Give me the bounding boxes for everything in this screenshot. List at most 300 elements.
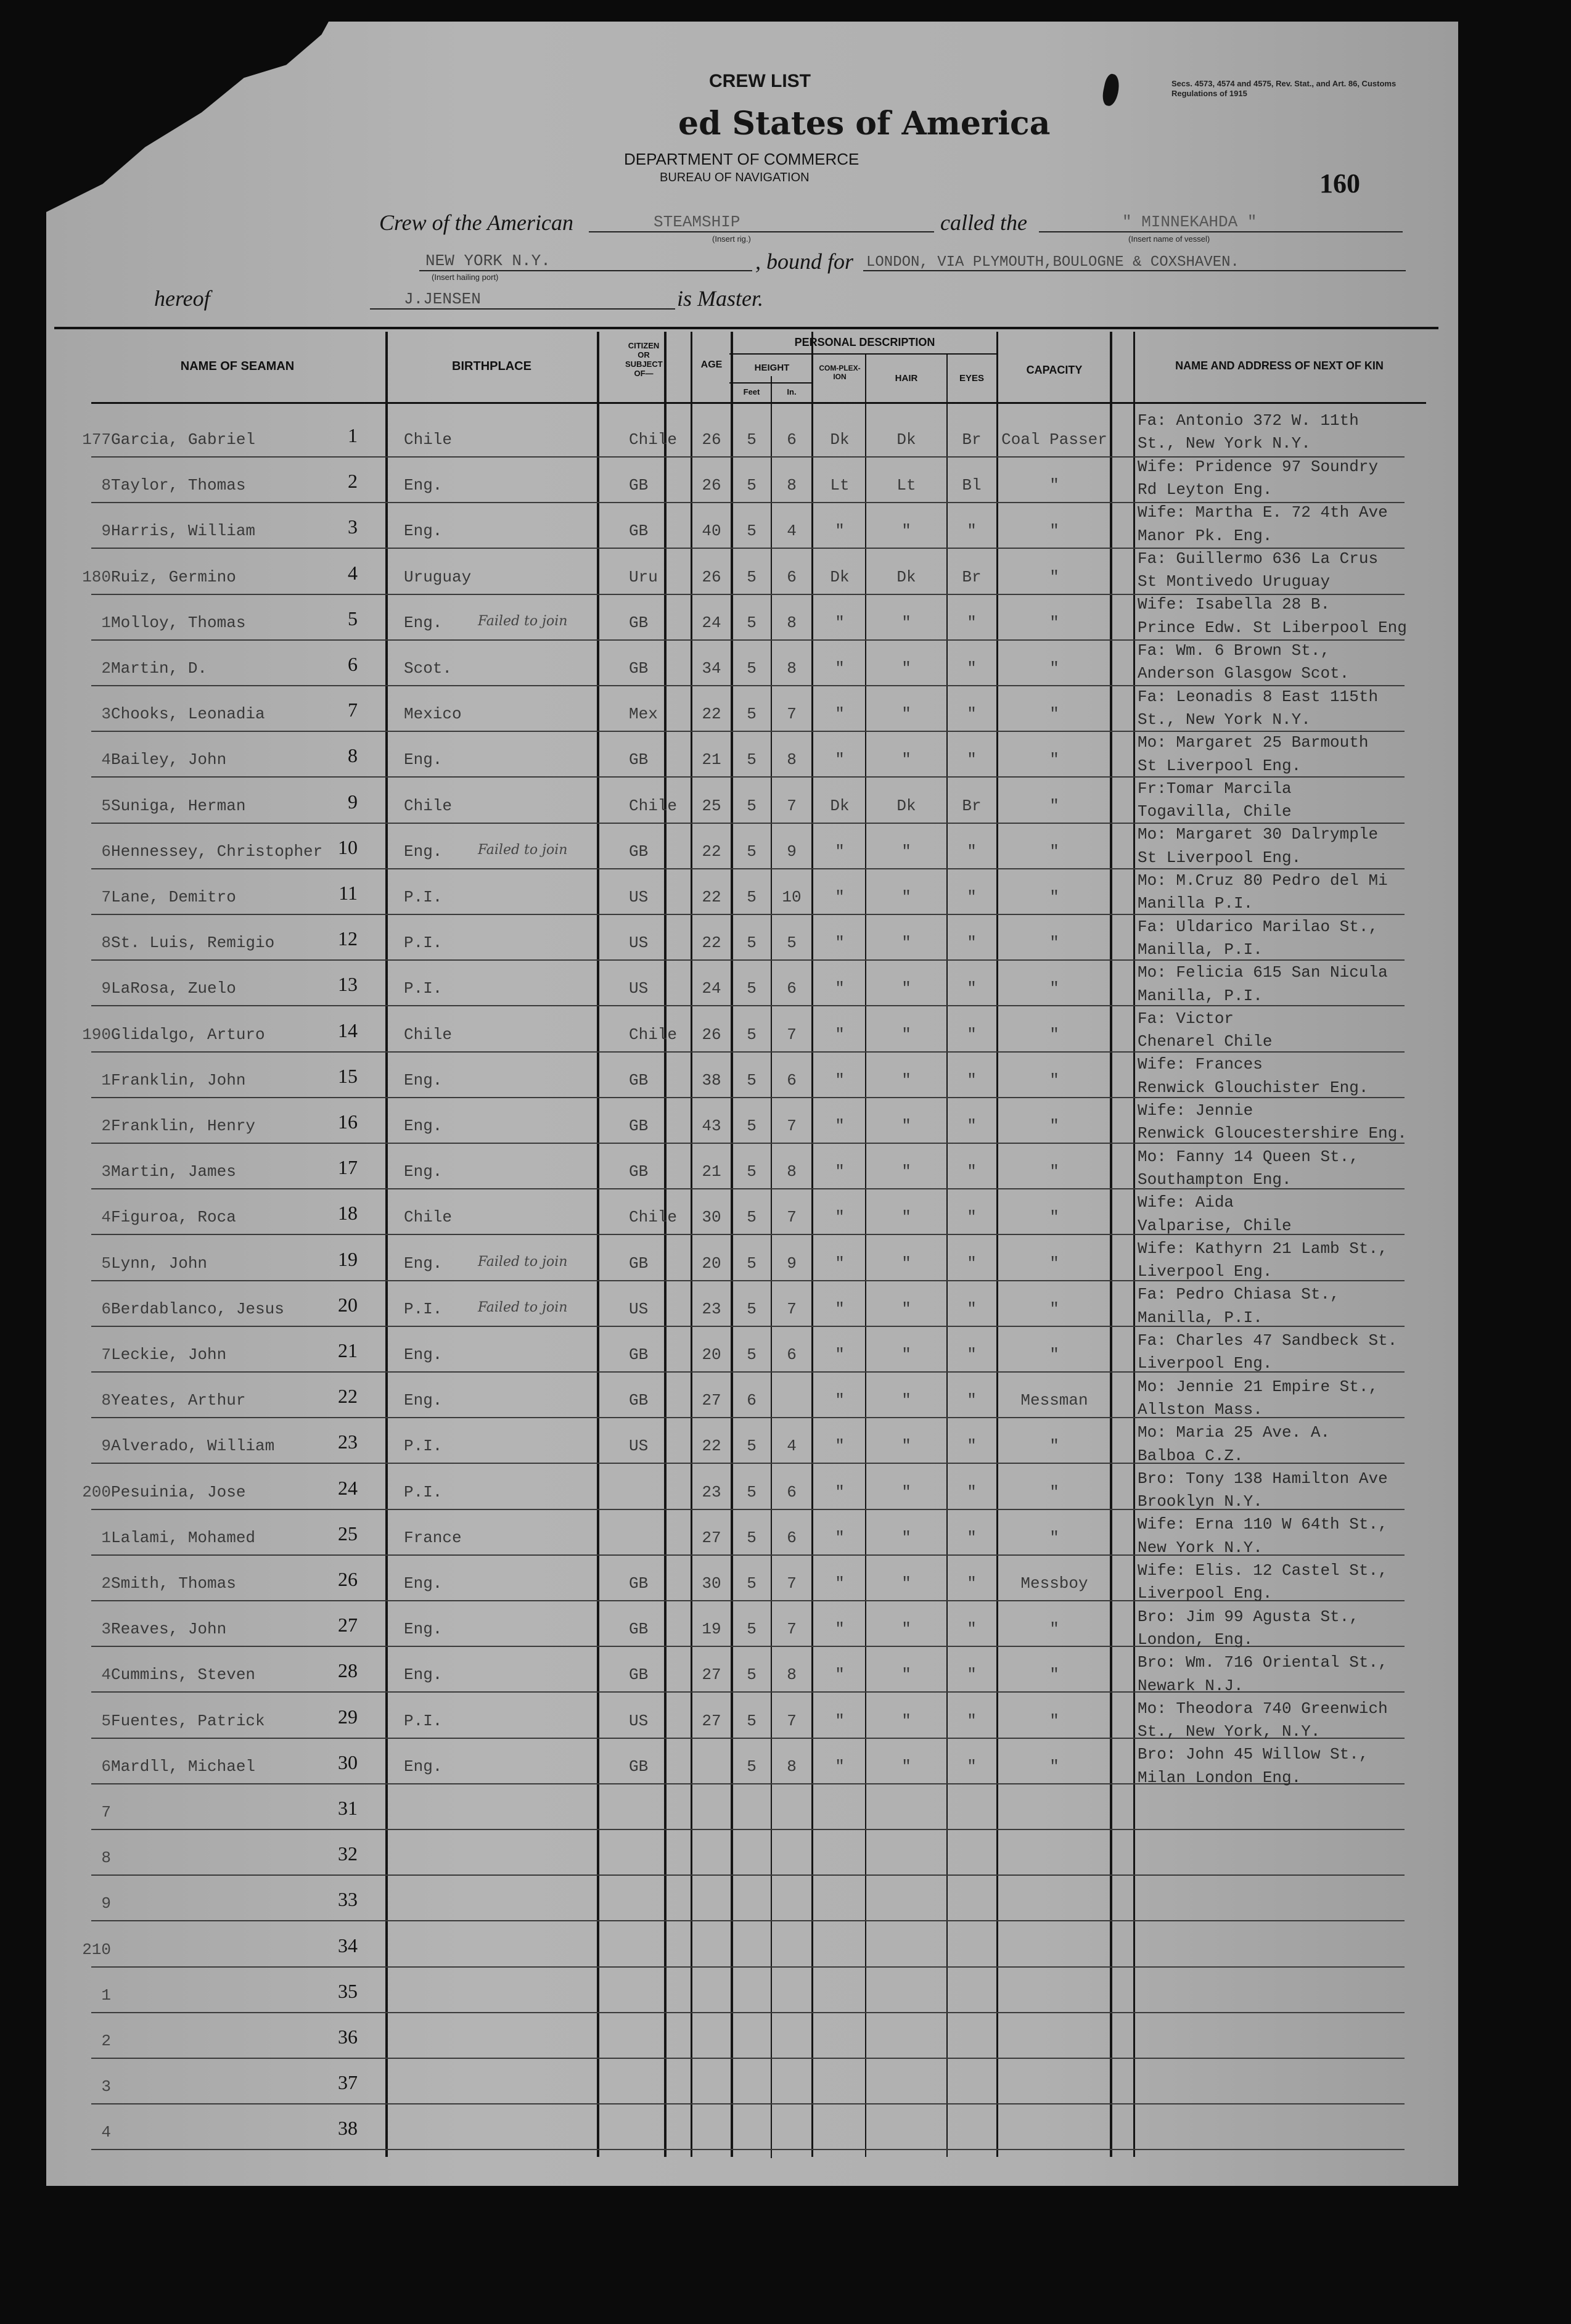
cell-pre: 2 (101, 659, 111, 678)
cell-ft: 5 (747, 705, 757, 724)
cell-ft: 5 (747, 888, 757, 906)
cell-cit: Chile (629, 796, 678, 815)
cell-cit: GB (629, 1162, 649, 1181)
cell-comp: " (835, 1070, 845, 1090)
cell-pre: 177 (82, 430, 111, 449)
cell-age: 27 (702, 1711, 721, 1730)
cell-ft: 5 (747, 476, 757, 495)
cell-pre: 7 (101, 1345, 111, 1364)
cell-comp: " (835, 1299, 845, 1318)
col-name: NAME OF SEAMAN (180, 359, 295, 373)
cell-eyes: " (967, 1299, 977, 1318)
cell-cap: " (1049, 1437, 1059, 1456)
cell-name: Molloy, Thomas (111, 613, 246, 632)
cell-cit: GB (629, 1345, 649, 1364)
cell-birth: Uruguay (404, 567, 472, 586)
cell-no: 13 (338, 973, 358, 996)
cell-hair: " (901, 1482, 911, 1501)
cell-name: Franklin, Henry (111, 1117, 256, 1135)
cell-cap: " (1049, 1254, 1059, 1273)
col-next-of-kin: NAME AND ADDRESS OF NEXT OF KIN (1175, 359, 1384, 372)
kin-line: Mo: Margaret 30 Dalrymple (1138, 825, 1379, 844)
bound-for-label: , bound for (755, 249, 854, 274)
cell-in: 7 (787, 1574, 797, 1593)
cell-name: Yeates, Arthur (111, 1391, 246, 1410)
cell-eyes: Bl (962, 476, 982, 495)
kin-line: Liverpool Eng. (1138, 1262, 1273, 1281)
kin-line: Fa: Pedro Chiasa St., (1138, 1285, 1340, 1304)
kin-line: Manilla, P.I. (1138, 1308, 1263, 1327)
cell-no: 26 (338, 1568, 358, 1590)
bureau: BUREAU OF NAVIGATION (660, 171, 810, 184)
cell-cit: Chile (629, 1208, 678, 1227)
cell-no: 24 (338, 1476, 358, 1499)
kin-line: Fa: Victor (1138, 1009, 1234, 1028)
cell-cit: US (629, 1437, 649, 1456)
cell-name: Berdablanco, Jesus (111, 1299, 284, 1318)
kin-line: Mo: Theodora 740 Greenwich (1138, 1699, 1388, 1718)
cell-pre: 9 (101, 522, 111, 541)
kin-line: Bro: Wm. 716 Oriental St., (1138, 1653, 1388, 1672)
cell-age: 22 (702, 934, 721, 953)
cell-cap: " (1049, 934, 1059, 953)
cell-cit: GB (629, 1757, 649, 1776)
cell-name: Garcia, Gabriel (111, 430, 256, 449)
cell-birth: Mexico (404, 705, 462, 724)
cell-no: 6 (348, 653, 358, 675)
department: DEPARTMENT OF COMMERCE (624, 150, 859, 168)
cell-ft: 5 (747, 796, 757, 815)
cell-no: 32 (338, 1842, 358, 1865)
col-eyes: EYES (959, 373, 985, 384)
cell-age: 23 (702, 1299, 721, 1318)
kin-line: Anderson Glasgow Scot. (1138, 664, 1350, 683)
cell-comp: Lt (830, 476, 850, 495)
cell-eyes: " (967, 1208, 977, 1227)
cell-hair: " (901, 659, 911, 678)
cell-comp: " (835, 1757, 845, 1776)
cell-comp: " (835, 979, 845, 998)
kin-line: Fa: Antonio 372 W. 11th (1138, 411, 1359, 430)
kin-line: Mo: Maria 25 Ave. A. (1138, 1423, 1331, 1442)
cell-age: 26 (702, 567, 721, 586)
kin-line: Liverpool Eng. (1138, 1584, 1273, 1603)
kin-line: Southampton Eng. (1138, 1170, 1292, 1189)
table-row (0, 2117, 1571, 2162)
cell-hair: " (901, 1345, 911, 1364)
cell-hair: " (901, 1620, 911, 1639)
cell-no: 3 (348, 515, 358, 538)
cell-no: 35 (338, 1979, 358, 2002)
cell-in: 4 (787, 522, 797, 541)
cell-name: Pesuinia, Jose (111, 1482, 246, 1501)
cell-cit: GB (629, 1620, 649, 1639)
cell-cit: GB (629, 1391, 649, 1410)
cell-age: 22 (702, 1437, 721, 1456)
cell-pre: 5 (101, 1711, 111, 1730)
cell-pre: 1 (101, 1985, 111, 2005)
cell-birth: Eng. (404, 476, 443, 495)
cell-hair: " (901, 979, 911, 998)
cell-age: 22 (702, 888, 721, 906)
cell-birth: P.I. (404, 1711, 443, 1730)
kin-line: Manilla, P.I. (1138, 986, 1263, 1005)
called-label: called the (940, 210, 1027, 235)
kin-line: Chenarel Chile (1138, 1032, 1273, 1051)
cell-comp: " (835, 842, 845, 861)
cell-name: Bailey, John (111, 750, 227, 770)
cell-age: 20 (702, 1254, 721, 1273)
cell-hair: " (901, 1208, 911, 1227)
cell-age: 22 (702, 705, 721, 724)
cell-no: 28 (338, 1659, 358, 1682)
cell-comp: " (835, 934, 845, 953)
cell-cap: " (1049, 659, 1059, 678)
cell-no: 36 (338, 2026, 358, 2048)
crew-of-label: Crew of the American (379, 210, 573, 235)
cell-cap: " (1049, 705, 1059, 724)
cell-eyes: " (967, 1711, 977, 1730)
cell-cit: GB (629, 1665, 649, 1685)
cell-name: Hennessey, Christopher (111, 842, 323, 861)
kin-line: Brooklyn N.Y. (1138, 1492, 1263, 1511)
cell-name: Harris, William (111, 522, 256, 541)
kin-line: Fa: Charles 47 Sandbeck St. (1138, 1331, 1398, 1350)
cell-pre: 8 (101, 934, 111, 953)
col-personal: PERSONAL DESCRIPTION (794, 336, 935, 348)
cell-age: 26 (702, 430, 721, 449)
cell-in: 6 (787, 1482, 797, 1501)
cell-hair: " (901, 1254, 911, 1273)
cell-no: 17 (338, 1156, 358, 1179)
cell-hair: " (901, 1025, 911, 1044)
cell-ft: 5 (747, 1025, 757, 1044)
cell-name: Lalami, Mohamed (111, 1528, 256, 1547)
cell-age: 26 (702, 476, 721, 495)
cell-no: 37 (338, 2071, 358, 2094)
cell-name: Leckie, John (111, 1345, 227, 1364)
cell-in: 6 (787, 1345, 797, 1364)
cell-pre: 200 (82, 1482, 111, 1501)
cell-comp: " (835, 613, 845, 632)
cell-hair: Dk (896, 567, 916, 586)
cell-hair: " (901, 1665, 911, 1685)
kin-line: Togavilla, Chile (1138, 802, 1292, 821)
cell-in: 9 (787, 1254, 797, 1273)
cell-pre: 6 (101, 842, 111, 861)
cell-age: 30 (702, 1574, 721, 1593)
kin-line: London, Eng. (1138, 1630, 1253, 1649)
cell-eyes: " (967, 1117, 977, 1135)
cell-ft: 5 (747, 1070, 757, 1090)
cell-age: 27 (702, 1665, 721, 1685)
cell-cap: " (1049, 1208, 1059, 1227)
cell-cit: Uru (629, 567, 658, 586)
cell-name: Glidalgo, Arturo (111, 1025, 265, 1044)
col-citizen: CITIZEN OR SUBJECT OF— (625, 341, 663, 378)
cell-name: Reaves, John (111, 1620, 227, 1639)
cell-cit: GB (629, 522, 649, 541)
cell-hair: " (901, 1117, 911, 1135)
cell-ft: 5 (747, 1711, 757, 1730)
kin-line: Wife: Pridence 97 Soundry (1138, 457, 1379, 476)
kin-line: Wife: Frances (1138, 1055, 1263, 1074)
cell-pre: 3 (101, 705, 111, 724)
cell-cap: " (1049, 979, 1059, 998)
kin-line: St., New York N.Y. (1138, 710, 1311, 729)
cell-comp: " (835, 1391, 845, 1410)
cell-name: Suniga, Herman (111, 796, 246, 815)
cell-hair: " (901, 888, 911, 906)
cell-comp: " (835, 1162, 845, 1181)
cell-ft: 5 (747, 613, 757, 632)
kin-line: Fa: Wm. 6 Brown St., (1138, 641, 1331, 660)
cell-no: 16 (338, 1111, 358, 1133)
cell-birth: France (404, 1528, 462, 1547)
kin-line: Manor Pk. Eng. (1138, 526, 1273, 545)
cell-eyes: " (967, 705, 977, 724)
col-feet: Feet (743, 387, 760, 396)
cell-no: 15 (338, 1064, 358, 1087)
kin-line: Mo: M.Cruz 80 Pedro del Mi (1138, 871, 1388, 890)
rig-value: STEAMSHIP (654, 213, 740, 231)
kin-line: Liverpool Eng. (1138, 1354, 1273, 1373)
cell-eyes: " (967, 1528, 977, 1547)
cell-hair: " (901, 705, 911, 724)
cell-ft: 5 (747, 979, 757, 998)
cell-ft: 6 (747, 1391, 757, 1410)
cell-age: 23 (702, 1482, 721, 1501)
cell-pre: 210 (82, 1940, 111, 1959)
cell-pre: 8 (101, 476, 111, 495)
vessel-name: " MINNEKAHDA " (1122, 213, 1257, 231)
cell-hair: Dk (896, 430, 916, 449)
cell-ft: 5 (747, 1345, 757, 1364)
kin-line: Bro: John 45 Willow St., (1138, 1745, 1369, 1764)
cell-no: 2 (348, 470, 358, 493)
cell-cit: US (629, 1299, 649, 1318)
cell-birth: Chile (404, 796, 453, 815)
cell-cit: GB (629, 1254, 649, 1273)
cell-in: 8 (787, 750, 797, 770)
vessel-caption: (Insert name of vessel) (1128, 234, 1210, 244)
kin-line: Newark N.J. (1138, 1676, 1244, 1695)
cell-birth: Eng. (404, 842, 443, 861)
cell-in: 8 (787, 1757, 797, 1776)
cell-birth: P.I. (404, 1437, 443, 1456)
cell-no: 25 (338, 1522, 358, 1545)
master-name: J.JENSEN (404, 290, 481, 308)
cell-age: 27 (702, 1528, 721, 1547)
cell-hair: " (901, 1391, 911, 1410)
statute-reference: Secs. 4573, 4574 and 4575, Rev. Stat., and Art. 86, Customs Regulations of 1915 (1171, 79, 1397, 98)
cell-age: 40 (702, 522, 721, 541)
cell-cit: Chile (629, 1025, 678, 1044)
cell-birth: Eng. (404, 522, 443, 541)
cell-birth: Eng. (404, 613, 443, 632)
col-hair: HAIR (895, 373, 918, 384)
cell-ft: 5 (747, 1620, 757, 1639)
cell-eyes: " (967, 659, 977, 678)
cell-cit: US (629, 1711, 649, 1730)
cell-cit: GB (629, 1070, 649, 1090)
cell-age: 30 (702, 1208, 721, 1227)
cell-comp: " (835, 1117, 845, 1135)
table-row (0, 562, 1571, 607)
col-birthplace: BIRTHPLACE (452, 359, 531, 373)
kin-line: St., New York, N.Y. (1138, 1722, 1321, 1741)
cell-eyes: " (967, 1254, 977, 1273)
whereof-label: hereof (154, 286, 210, 311)
cell-comp: " (835, 1711, 845, 1730)
cell-cap: " (1049, 1162, 1059, 1181)
cell-in: 7 (787, 1299, 797, 1318)
cell-in: 6 (787, 979, 797, 998)
cell-comp: Dk (830, 796, 850, 815)
cell-age: 26 (702, 1025, 721, 1044)
kin-line: Renwick Gloucestershire Eng. (1138, 1124, 1407, 1143)
cell-in: 7 (787, 1620, 797, 1639)
cell-no: 9 (348, 790, 358, 813)
cell-cit: GB (629, 1574, 649, 1593)
cell-birth: P.I. (404, 979, 443, 998)
cell-cap: " (1049, 567, 1059, 586)
cell-pre: 9 (101, 1894, 111, 1913)
cell-in: 6 (787, 1528, 797, 1547)
kin-line: New York N.Y. (1138, 1538, 1263, 1557)
cell-no: 14 (338, 1019, 358, 1041)
cell-name: Cummins, Steven (111, 1665, 256, 1685)
cell-birth: Eng. (404, 1574, 443, 1593)
cell-name: Taylor, Thomas (111, 476, 246, 495)
cell-cap: " (1049, 613, 1059, 632)
cell-ft: 5 (747, 659, 757, 678)
kin-line: Mo: Felicia 615 San Nicula (1138, 963, 1388, 982)
cell-no: 23 (338, 1431, 358, 1453)
cell-ft: 5 (747, 842, 757, 861)
cell-ft: 5 (747, 1437, 757, 1456)
table-row (0, 2071, 1571, 2117)
cell-cap: " (1049, 1070, 1059, 1090)
cell-pre: 4 (101, 750, 111, 770)
cell-birth: Eng. (404, 1070, 443, 1090)
cell-cap: " (1049, 1117, 1059, 1135)
cell-eyes: " (967, 750, 977, 770)
cell-age: 38 (702, 1070, 721, 1090)
kin-line: Fa: Guillermo 636 La Crus (1138, 549, 1379, 568)
kin-line: Mo: Jennie 21 Empire St., (1138, 1377, 1379, 1396)
cell-hair: " (901, 1162, 911, 1181)
cell-pre: 4 (101, 1665, 111, 1685)
cell-cap: Coal Passer (1001, 430, 1107, 449)
cell-cit: GB (629, 613, 649, 632)
cell-eyes: " (967, 1482, 977, 1501)
cell-eyes: " (967, 1162, 977, 1181)
col-height: HEIGHT (754, 363, 790, 373)
cell-cap: " (1049, 1482, 1059, 1501)
cell-pre: 6 (101, 1757, 111, 1776)
cell-cap: " (1049, 1665, 1059, 1685)
cell-in: 7 (787, 1711, 797, 1730)
cell-birth: Eng. (404, 1345, 443, 1364)
cell-no: 34 (338, 1934, 358, 1957)
kin-line: Fa: Leonadis 8 East 115th (1138, 687, 1379, 706)
kin-line: Fr:Tomar Marcila (1138, 779, 1292, 798)
cell-note: Failed to join (478, 842, 568, 858)
cell-eyes: Br (962, 567, 982, 586)
cell-no: 33 (338, 1888, 358, 1911)
cell-age: 27 (702, 1391, 721, 1410)
table-row (0, 1934, 1571, 1980)
cell-no: 12 (338, 927, 358, 950)
cell-no: 38 (338, 2117, 358, 2140)
kin-line: Fa: Uldarico Marilao St., (1138, 917, 1379, 936)
cell-cap: " (1049, 888, 1059, 906)
cell-in: 8 (787, 613, 797, 632)
cell-in: 10 (782, 888, 802, 906)
cell-name: Martin, James (111, 1162, 236, 1181)
cell-pre: 8 (101, 1849, 111, 1868)
cell-birth: P.I. (404, 1299, 443, 1318)
cell-hair: " (901, 1070, 911, 1090)
cell-hair: " (901, 1757, 911, 1776)
cell-cit: GB (629, 1117, 649, 1135)
cell-pre: 5 (101, 796, 111, 815)
cell-ft: 5 (747, 750, 757, 770)
cell-pre: 2 (101, 1574, 111, 1593)
cell-ft: 5 (747, 522, 757, 541)
cell-hair: " (901, 522, 911, 541)
cell-age: 22 (702, 842, 721, 861)
cell-eyes: " (967, 1757, 977, 1776)
cell-pre: 6 (101, 1299, 111, 1318)
cell-pre: 7 (101, 888, 111, 906)
cell-name: Mardll, Michael (111, 1757, 256, 1776)
cell-birth: Eng. (404, 1620, 443, 1639)
cell-cap: Messman (1020, 1391, 1088, 1410)
cell-name: Smith, Thomas (111, 1574, 236, 1593)
cell-in: 8 (787, 476, 797, 495)
cell-cap: " (1049, 1025, 1059, 1044)
cell-no: 22 (338, 1385, 358, 1408)
cell-birth: Eng. (404, 1162, 443, 1181)
rig-caption: (Insert rig.) (712, 234, 751, 244)
kin-line: Valparise, Chile (1138, 1216, 1292, 1235)
cell-comp: " (835, 659, 845, 678)
cell-eyes: " (967, 522, 977, 541)
cell-ft: 5 (747, 1299, 757, 1318)
cell-ft: 5 (747, 1162, 757, 1181)
cell-birth: Scot. (404, 659, 453, 678)
cell-age: 20 (702, 1345, 721, 1364)
cell-in: 8 (787, 1162, 797, 1181)
kin-line: Rd Leyton Eng. (1138, 480, 1273, 499)
cell-in: 4 (787, 1437, 797, 1456)
page-number: 160 (1319, 168, 1360, 199)
cell-hair: Lt (896, 476, 916, 495)
cell-eyes: " (967, 1345, 977, 1364)
cell-pre: 3 (101, 1620, 111, 1639)
cell-ft: 5 (747, 1117, 757, 1135)
cell-cap: " (1049, 1528, 1059, 1547)
cell-ft: 5 (747, 1528, 757, 1547)
cell-in: 6 (787, 567, 797, 586)
cell-comp: " (835, 750, 845, 770)
kin-line: Wife: Jennie (1138, 1101, 1253, 1120)
cell-no: 7 (348, 699, 358, 721)
cell-pre: 9 (101, 979, 111, 998)
cell-birth: Eng. (404, 1391, 443, 1410)
